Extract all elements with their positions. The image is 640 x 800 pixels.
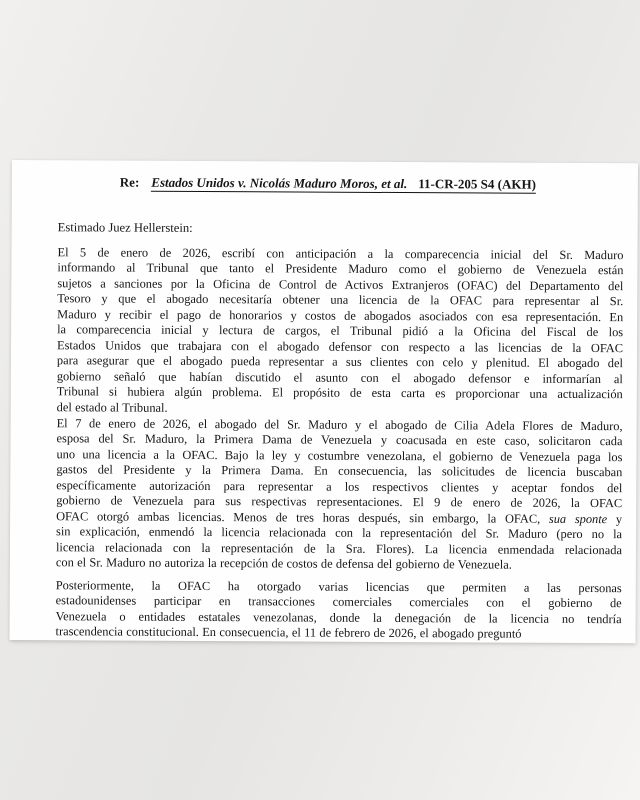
text-line: Tesoro y que el abogado necesitaría obtener una licencia de la OFAC para representar al Sr. <box>57 291 624 309</box>
text-line: trascendencia constitucional. En consecuencia, el 11 de febrero de 2026, el abogado preguntó <box>55 624 522 641</box>
latin-phrase: sua sponte <box>548 511 608 526</box>
text-line: Maduro y recibir el pago de honorarios y costos de abogados asociados con esa representación. En <box>57 306 624 324</box>
reference-line <box>45 174 611 193</box>
paragraph-1 <box>57 245 624 418</box>
text-line: Estados Unidos que trabajara con el abogado defensor con respecto a las licencias de la OFAC <box>56 337 624 355</box>
text-line: gobierno de Venezuela para sus respectivas representaciones. El 9 de enero de 2026, la OFAC <box>56 493 623 511</box>
text-line: gastos del Presidente y la Primera Dama. En consecuencia, las solicitudes de licencia buscaban <box>56 462 623 480</box>
text-line: informando al Tribunal que tanto el Presidente Maduro como el gobierno de Venezuela están <box>57 260 624 278</box>
re-label: Re: <box>119 174 140 190</box>
paragraph-3 <box>55 578 621 643</box>
text-line: con el Sr. Maduro no autoriza la recepción de costos de defensa del gobierno de Venezuela. <box>55 555 512 572</box>
text-line: sin explicación, enmendó la licencia relacionada con la representación del Sr. Maduro (pero no la <box>56 524 623 542</box>
text-line: sujetos a sanciones por la Oficina de Control de Activos Extranjeros (OFAC) del Departamento del <box>57 275 624 293</box>
paragraph-2 <box>56 416 623 574</box>
salutation: Estimado Juez Hellerstein: <box>57 220 193 235</box>
text-line: del estado al Tribunal. <box>56 399 168 415</box>
document-page <box>9 160 638 643</box>
text-line: uno una licencia a la OFAC. Bajo la ley y costumbre venezolana, el gobierno de Venezuela paga los <box>56 446 623 464</box>
text-line: específicamente autorización para representar a los respectivos clientes y aceptar fondos del <box>56 477 623 495</box>
case-title-underline <box>151 175 536 194</box>
text-segment: y <box>607 511 623 526</box>
text-line: El 7 de enero de 2026, el abogado del Sr. Maduro y el abogado de Cilia Adela Flores de Maduro, <box>56 415 623 433</box>
docket-number: 11-CR-205 S4 (AKH) <box>418 176 536 192</box>
text-segment: OFAC otorgó ambas licencias. Menos de tres horas después, sin embargo, la OFAC, <box>56 508 549 526</box>
text-line: estadounidenses participar en transacciones comerciales comerciales con el gobierno de <box>55 593 622 611</box>
text-line: la comparecencia inicial y lectura de cargos, el Tribunal pidió a la Oficina del Fiscal de los <box>57 322 624 340</box>
text-line: Venezuela o entidades estatales venezolanas, donde la denegación de la licencia no tendría <box>55 608 622 626</box>
text-line: licencia relacionada con la representación de la Sra. Flores). La licencia enmendada relacionada <box>55 539 623 557</box>
case-name: Estados Unidos v. Nicolás Maduro Moros, et al. <box>151 174 408 192</box>
text-line: esposa del Sr. Maduro, la Primera Dama de Venezuela y coacusada en este caso, solicitaron cada <box>56 431 623 449</box>
text-line: para asegurar que el abogado pueda representar a sus clientes con celo y plenitud. El abogado del <box>56 353 623 371</box>
text-line: gobierno señaló que habían discutido el asunto con el abogado defensor e informarían al <box>56 368 623 386</box>
text-line: El 5 de enero de 2026, escribí con anticipación a la comparecencia inicial del Sr. Maduro <box>57 244 624 262</box>
text-line: Posteriormente, la OFAC ha otorgado varias licencias que permiten a las personas <box>55 577 622 595</box>
text-line: Tribunal si hubiera algún problema. El propósito de esta carta es proporcionar una actualización <box>56 384 623 402</box>
